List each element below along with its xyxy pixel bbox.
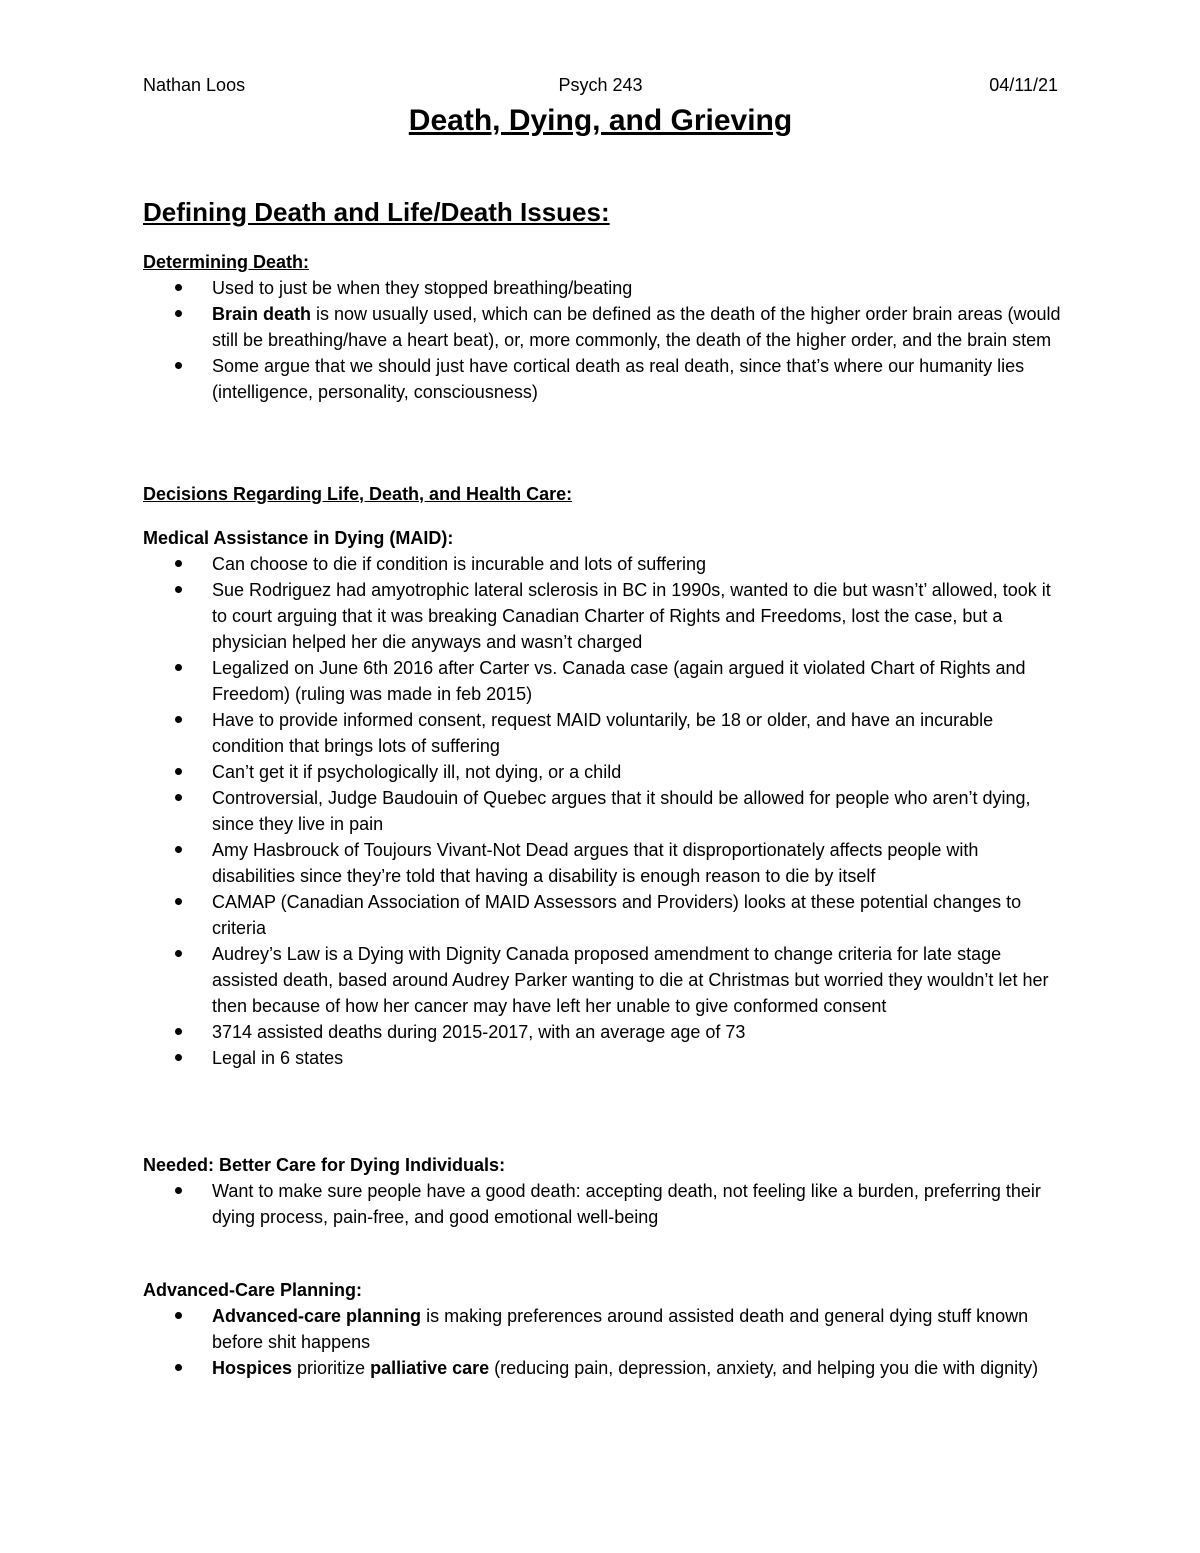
list-item: Used to just be when they stopped breathing/beating [143, 275, 1061, 301]
list-item: Sue Rodriguez had amyotrophic lateral sclerosis in BC in 1990s, wanted to die but wasn’t’ allowed, took it to court arguing that it was breaking Canadian Charter of Rights and Freedoms, lost the case, but a physician helped her die anyways and wasn’t charged [143, 577, 1061, 655]
list-item: Legal in 6 states [143, 1045, 1061, 1071]
advanced-care-list [143, 1303, 1061, 1381]
list-item: Can choose to die if condition is incurable and lots of suffering [143, 551, 1061, 577]
list-item: Hospices prioritize palliative care (reducing pain, depression, anxiety, and helping you die with dignity) [143, 1355, 1061, 1381]
list-item: Controversial, Judge Baudouin of Quebec argues that it should be allowed for people who aren’t dying, since they live in pain [143, 785, 1061, 837]
subheading-determining-death: Determining Death: [143, 252, 310, 272]
maid-list [143, 551, 1061, 1071]
list-item: Audrey’s Law is a Dying with Dignity Canada proposed amendment to change criteria for late stage assisted death, based around Audrey Parker wanting to die at Christmas but worried they wouldn’t let her then because of how her cancer may have left her unable to give conformed consent [143, 941, 1061, 1019]
list-item: CAMAP (Canadian Association of MAID Assessors and Providers) looks at these potential changes to criteria [143, 889, 1061, 941]
list-item: 3714 assisted deaths during 2015-2017, with an average age of 73 [143, 1019, 1061, 1045]
term-hospices: Hospices [212, 1358, 293, 1378]
subheading-maid: Medical Assistance in Dying (MAID): [143, 528, 454, 548]
list-item: Amy Hasbrouck of Toujours Vivant-Not Dead argues that it disproportionately affects people with disabilities since they’re told that having a disability is enough reason to die by itself [143, 837, 1061, 889]
section-heading-defining-death: Defining Death and Life/Death Issues: [143, 197, 610, 227]
list-item: Can’t get it if psychologically ill, not dying, or a child [143, 759, 1061, 785]
document-title: Death, Dying, and Grieving [408, 104, 793, 137]
list-item: Some argue that we should just have cortical death as real death, since that’s where our humanity lies (intelligence, personality, consciousness) [143, 353, 1061, 405]
term-palliative-care: palliative care [370, 1358, 490, 1378]
page-header [143, 72, 1058, 98]
list-item: Want to make sure people have a good death: accepting death, not feeling like a burden, preferring their dying process, pain-free, and good emotional well-being [143, 1178, 1061, 1230]
header-course: Psych 243 [558, 75, 643, 95]
term-brain-death: Brain death [212, 304, 312, 324]
subheading-advanced-care: Advanced-Care Planning: [143, 1280, 363, 1300]
subheading-decisions: Decisions Regarding Life, Death, and Health Care: [143, 484, 573, 504]
header-date: 04/11/21 [989, 75, 1058, 95]
term-advanced-care-planning: Advanced-care planning [212, 1306, 422, 1326]
determining-death-list [143, 275, 1061, 405]
list-item: Advanced-care planning is making preferences around assisted death and general dying stuff known before shit happens [143, 1303, 1061, 1355]
subheading-needed-better-care: Needed: Better Care for Dying Individuals: [143, 1155, 506, 1175]
list-item: Legalized on June 6th 2016 after Carter vs. Canada case (again argued it violated Chart of Rights and Freedom) (ruling was made in feb 2015) [143, 655, 1061, 707]
header-author: Nathan Loos [143, 75, 246, 95]
better-care-list [143, 1178, 1061, 1230]
list-item: Brain death is now usually used, which can be defined as the death of the higher order brain areas (would still be breathing/have a heart beat), or, more commonly, the death of the higher order, and the brain stem [143, 301, 1061, 353]
list-item: Have to provide informed consent, request MAID voluntarily, be 18 or older, and have an incurable condition that brings lots of suffering [143, 707, 1061, 759]
